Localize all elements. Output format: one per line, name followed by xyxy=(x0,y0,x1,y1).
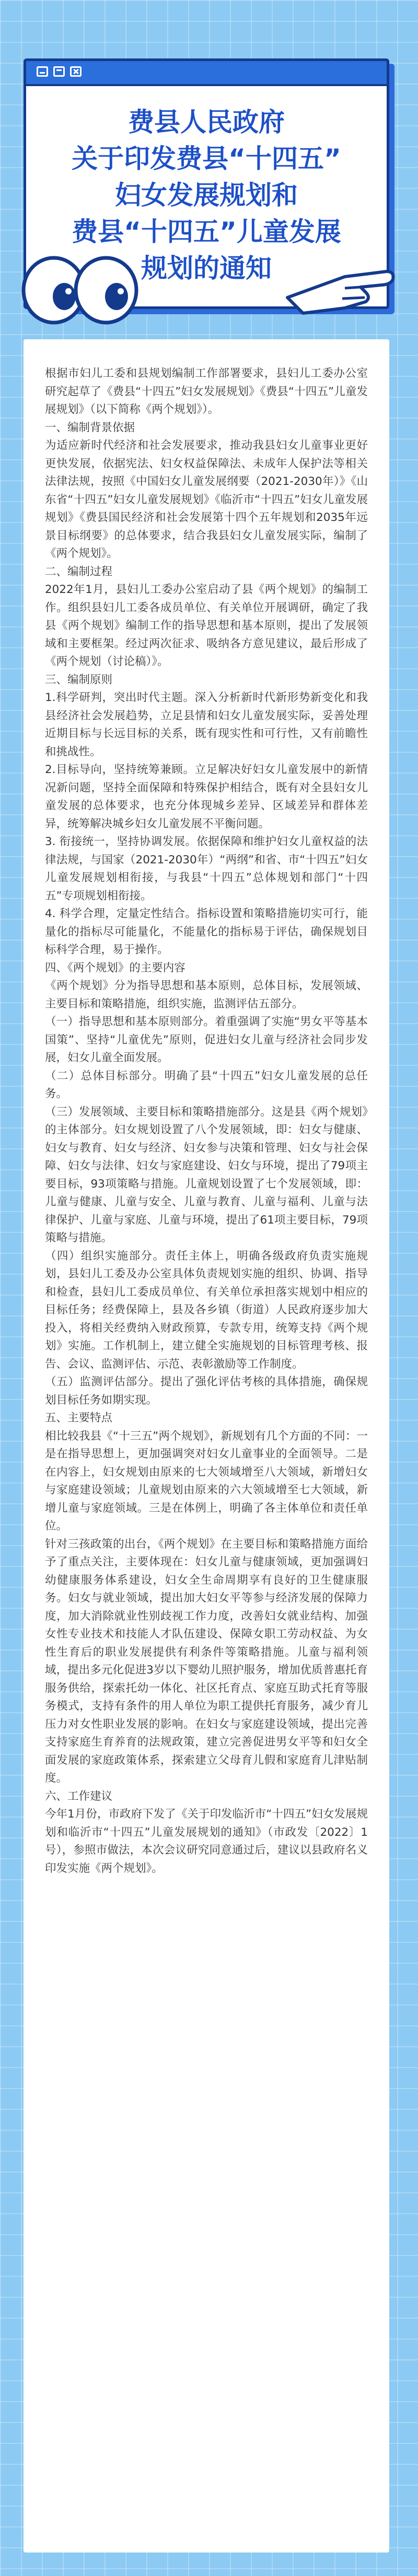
title-line: 费县“十四五”儿童发展 xyxy=(72,217,341,247)
body-paragraph: 2.目标导向，坚持统筹兼顾。立足解决好妇女儿童发展中的新情况新问题，坚持全面保障和特殊保护相结合，既有对全县妇女儿童发展的总体要求，也充分体现城乡差异、区域差异和群体差异，统筹解决城乡妇女儿童发展不平衡问题。 xyxy=(45,763,368,830)
document-body xyxy=(24,339,389,2553)
body-paragraph: （三）发展领域、主要目标和策略措施部分。这是县《两个规划》的主体部分。妇女规划设置了八个发展领域，即：妇女与健康、妇女与教育、妇女与经济、妇女参与决策和管理、妇女与社会保障、妇女与法律、妇女与家庭建设、妇女与环境，提出了79项主要目标，93项策略与措施。儿童规划设置了七个发展领域，即：儿童与健康、儿童与安全、儿童与教育、儿童与福利、儿童与法律保护、儿童与家庭、儿童与环境，提出了61项主要目标，79项策略与措施。 xyxy=(45,1105,368,1244)
body-paragraph: 1.科学研判，突出时代主题。深入分析新时代新形势新变化和我县经济社会发展趋势，立足县情和妇女儿童发展实际，妥善处理近期目标与长远目标的关系，既有现实性和可行性，又有前瞻性和挑战性。 xyxy=(45,691,368,758)
body-paragraph: 四、《两个规划》的主要内容 xyxy=(45,961,185,975)
body-paragraph: 一、编制背景依据 xyxy=(45,421,135,434)
cartoon-eyes-icon xyxy=(15,248,150,327)
maximize-icon xyxy=(53,66,65,77)
body-paragraph: 今年1月份，市政府下发了《关于印发临沂市“十四五”妇女发展规划和临沂市“十四五”儿童发展规划的通知》（市政发〔2022〕1号），参照市做法，本次会议研究同意通过后，建议以县政府名义印发实施《两个规划》。 xyxy=(45,1808,368,1875)
body-paragraph: 4. 科学合理，定量定性结合。指标设置和策略措施切实可行，能量化的指标尽可能量化，不能量化的指标易于评估，确保规划目标科学合理，易于操作。 xyxy=(45,907,368,956)
window-title-bar xyxy=(26,61,387,86)
title-line: 妇女发展规划和 xyxy=(115,180,298,210)
body-paragraph: 相比较我县《“十三五”两个规划》，新规划有几个方面的不同：一是在指导思想上，更加强调突对妇女儿童事业的全面领导。二是在内容上，妇女规划由原来的七大领域增至八大领域，新增妇女与家庭建设领域；儿童规划由原来的六大领域增至七大领域，新增儿童与家庭领域。三是在体例上，明确了各主体单位和责任单位。 xyxy=(45,1429,368,1533)
body-paragraph: 《两个规划》分为指导思想和基本原则，总体目标，发展领域、主要目标和策略措施，组织实施，监测评估五部分。 xyxy=(45,979,368,1011)
title-line: 费县人民政府 xyxy=(128,107,285,137)
body-paragraph: 根据市妇儿工委和县规划编制工作部署要求，县妇儿工委办公室研究起草了《费县“十四五”妇女发展规划》《费县“十四五”儿童发展规划》（以下简称《两个规划》）。 xyxy=(45,367,368,416)
minimize-icon xyxy=(37,66,48,77)
body-paragraph: 3. 衔接统一，坚持协调发展。依据保障和维护妇女儿童权益的法律法规，与国家（2021-2030年）“两纲”和省、市“十四五”妇女儿童发展规划相衔接，与我县“十四五”总体规划和部门“十四五”专项规划相衔接。 xyxy=(45,835,368,903)
body-paragraph: （二）总体目标部分。明确了县“十四五”妇女儿童发展的总任务。 xyxy=(45,1069,368,1100)
body-paragraph: （四）组织实施部分。责任主体上，明确各级政府负责实施规划，县妇儿工委及办公室具体负责规划实施的组织、协调、指导和检查，县妇儿工委成员单位、有关单位承担落实规划中相应的目标任务；经费保障上，县及各乡镇（街道）人民政府逐步加大投入，将相关经费纳入财政预算，专款专用，统筹支持《两个规划》实施。工作机制上，建立健全实施规划的目标管理考核、报告、会议、监测评估、示范、表彰激励等工作制度。 xyxy=(45,1249,368,1371)
title-line: 关于印发费县“十四五” xyxy=(72,144,341,174)
title-line: 规划的通知 xyxy=(141,253,272,283)
body-paragraph: 为适应新时代经济和社会发展要求，推动我县妇女儿童事业更好更快发展，依据宪法、妇女权益保障法、未成年人保护法等相关法律法规，按照《中国妇女儿童发展纲要（2021-2030年）》《山东省“十四五”妇女儿童发展规划》《临沂市“十四五”妇女儿童发展规划》《费县国民经济和社会发展第十四个五年规划和2035年远景目标纲要》的总体要求，结合我县妇女儿童发展实际，编制了《两个规划》。 xyxy=(45,439,368,560)
body-paragraph: 针对三孩政策的出台，《两个规划》在主要目标和策略措施方面给予了重点关注，主要体现在：妇女儿童与健康领域，更加强调妇幼健康服务体系建设，妇女全生命周期享有良好的卫生健康服务。妇女与就业领域，提出加大妇女平等参与经济发展的保障力度，加大消除就业性别歧视工作力度，改善妇女就业结构、加强女性专业技术和技能人才队伍建设、保障女职工劳动权益、为女性生育后的职业发展提供有利条件等策略措施。儿童与福利领域，提出多元化促进3岁以下婴幼儿照护服务，增加优质普惠托育服务供给，探索托幼一体化、社区托育点、家庭互助式托育等服务模式，支持有条件的用人单位为职工提供托育服务，减少育儿压力对女性职业发展的影响。在妇女与家庭建设领域，提出完善支持家庭生育养育的法规政策，建立完善促进男女平等和妇女全面发展的家庭政策体系，探索建立父母育儿假和家庭育儿津贴制度。 xyxy=(45,1537,368,1785)
body-paragraph: 五、主要特点 xyxy=(45,1411,113,1424)
body-paragraph: （五）监测评估部分。提出了强化评估考核的具体措施，确保规划目标任务如期实现。 xyxy=(45,1375,368,1407)
body-paragraph: 三、编制原则 xyxy=(45,673,113,686)
pointing-hand-icon xyxy=(282,256,397,318)
body-paragraph: 2022年1月，县妇儿工委办公室启动了县《两个规划》的编制工作。组织县妇儿工委各成员单位、有关单位开展调研，确定了我县《两个规划》编制工作的指导思想和基本原则，提出了发展领域和主要框架。经过两次征求、吸纳各方意见建议，最后形成了《两个规划（讨论稿）》。 xyxy=(45,583,368,668)
close-icon xyxy=(70,66,82,77)
body-paragraph: 六、工作建议 xyxy=(45,1789,113,1803)
body-paragraph: （一）指导思想和基本原则部分。着重强调了实施“男女平等基本国策”、坚持“儿童优先”原则，促进妇女儿童与经济社会同步发展，妇女儿童全面发展。 xyxy=(45,1015,368,1064)
body-paragraph: 二、编制过程 xyxy=(45,565,113,578)
